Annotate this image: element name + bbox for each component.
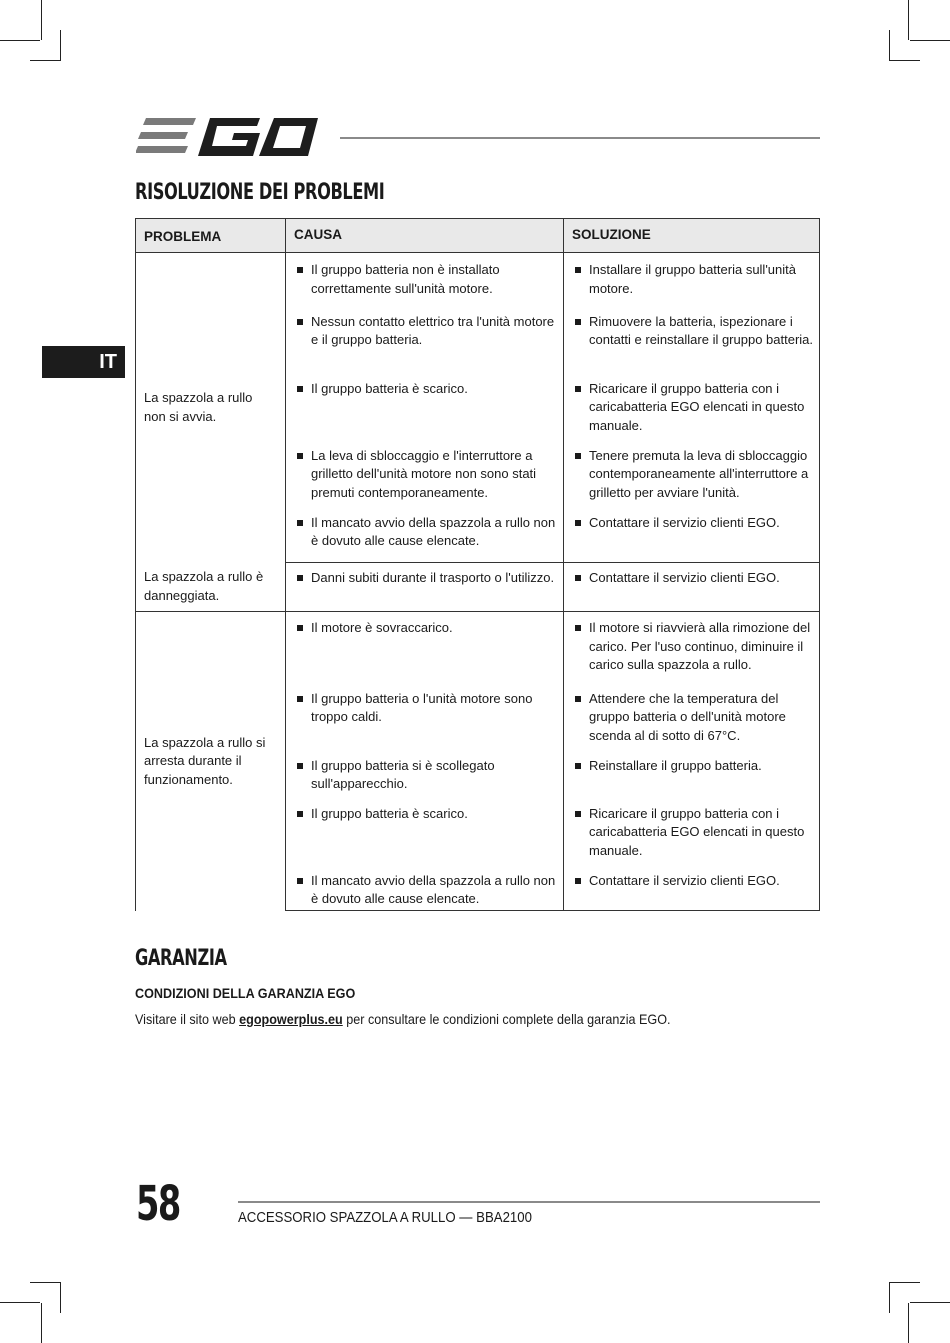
- cause-cell: [286, 253, 564, 302]
- cause-text: Il mancato avvio della spazzola a rullo non è dovuto alle cause elencate.: [296, 514, 557, 551]
- solution-cell: [564, 503, 820, 563]
- table-row: [136, 563, 820, 612]
- crop-mark: [41, 1303, 42, 1343]
- warranty-website-link[interactable]: egopowerplus.eu: [239, 1011, 343, 1027]
- solution-cell: [564, 861, 820, 911]
- solution-text: Ricaricare il gruppo batteria con i caricabatteria EGO elencati in questo manuale.: [574, 380, 813, 436]
- solution-cell: [564, 253, 820, 302]
- cause-text: Il gruppo batteria si è scollegato sull'apparecchio.: [296, 757, 557, 794]
- language-tab: IT: [42, 346, 125, 378]
- solution-cell: [564, 746, 820, 794]
- cause-text: Il mancato avvio della spazzola a rullo non è dovuto alle cause elencate.: [296, 872, 557, 909]
- crop-mark: [60, 30, 61, 61]
- problem-cell: La spazzola a rullo non si avvia.: [136, 253, 286, 563]
- troubleshooting-table: [135, 218, 820, 911]
- solution-cell: [564, 612, 820, 679]
- crop-mark: [30, 1282, 61, 1283]
- solution-text: Ricaricare il gruppo batteria con i caricabatteria EGO elencati in questo manuale.: [574, 805, 813, 861]
- cause-cell: [286, 563, 564, 612]
- solution-cell: [564, 563, 820, 612]
- cause-cell: [286, 746, 564, 794]
- column-header-problem: PROBLEMA: [136, 219, 286, 253]
- cause-cell: [286, 679, 564, 746]
- solution-cell: [564, 679, 820, 746]
- warranty-subtitle: CONDIZIONI DELLA GARANZIA EGO: [135, 985, 356, 1001]
- cause-cell: [286, 794, 564, 861]
- crop-mark: [0, 40, 40, 41]
- solution-cell: [564, 369, 820, 436]
- crop-mark: [889, 1282, 920, 1283]
- cause-text: Il gruppo batteria è scarico.: [296, 380, 557, 399]
- cause-cell: [286, 503, 564, 563]
- crop-mark: [889, 60, 920, 61]
- cause-text: Danni subiti durante il trasporto o l'utilizzo.: [296, 569, 557, 588]
- warranty-text: [135, 1011, 671, 1027]
- cause-text: Nessun contatto elettrico tra l'unità motore e il gruppo batteria.: [296, 313, 557, 350]
- solution-text: Il motore si riavvierà alla rimozione del carico. Per l'uso continuo, diminuire il carico sulla spazzola a rullo.: [574, 619, 813, 675]
- crop-mark: [889, 1282, 890, 1313]
- cause-text: Il motore è sovraccarico.: [296, 619, 557, 638]
- crop-mark: [30, 60, 61, 61]
- solution-text: Tenere premuta la leva di sbloccaggio contemporaneamente all'interruttore a grilletto per avviare l'unità.: [574, 447, 813, 503]
- cause-cell: [286, 302, 564, 369]
- cause-text: Il gruppo batteria non è installato correttamente sull'unità motore.: [296, 261, 557, 298]
- crop-mark: [910, 1302, 950, 1303]
- header-rule: [340, 137, 820, 139]
- solution-text: Installare il gruppo batteria sull'unità motore.: [574, 261, 813, 298]
- ego-logo: [136, 116, 322, 158]
- solution-cell: [564, 436, 820, 503]
- crop-mark: [41, 0, 42, 40]
- cause-cell: [286, 436, 564, 503]
- column-header-cause: CAUSA: [286, 219, 564, 253]
- solution-text: Contattare il servizio clienti EGO.: [574, 569, 813, 588]
- cause-cell: [286, 369, 564, 436]
- page-number: 58: [136, 1176, 180, 1232]
- warranty-text-after: per consultare le condizioni complete della garanzia EGO.: [342, 1011, 671, 1027]
- solution-cell: [564, 794, 820, 861]
- crop-mark: [889, 30, 890, 61]
- column-header-solution: SOLUZIONE: [564, 219, 820, 253]
- solution-text: Rimuovere la batteria, ispezionare i contatti e reinstallare il gruppo batteria.: [574, 313, 813, 350]
- table-header-row: [136, 219, 820, 253]
- solution-text: Attendere che la temperatura del gruppo batteria o dell'unità motore scenda al di sotto di 67°C.: [574, 690, 813, 746]
- problem-cell: La spazzola a rullo è danneggiata.: [136, 563, 286, 612]
- troubleshooting-title: RISOLUZIONE DEI PROBLEMI: [135, 180, 385, 205]
- cause-text: La leva di sbloccaggio e l'interruttore a grilletto dell'unità motore non sono stati premuti contemporaneamente.: [296, 447, 557, 503]
- cause-text: Il gruppo batteria o l'unità motore sono troppo caldi.: [296, 690, 557, 727]
- warranty-title: GARANZIA: [135, 946, 227, 971]
- crop-mark: [60, 1282, 61, 1313]
- crop-mark: [908, 0, 909, 40]
- footer-text: ACCESSORIO SPAZZOLA A RULLO — BBA2100: [238, 1209, 532, 1226]
- cause-cell: [286, 612, 564, 679]
- footer-rule: [238, 1201, 820, 1203]
- problem-cell: La spazzola a rullo si arresta durante il funzionamento.: [136, 612, 286, 911]
- solution-cell: [564, 302, 820, 369]
- crop-mark: [908, 1303, 909, 1343]
- cause-text: Il gruppo batteria è scarico.: [296, 805, 557, 824]
- solution-text: Contattare il servizio clienti EGO.: [574, 872, 813, 891]
- solution-text: Contattare il servizio clienti EGO.: [574, 514, 813, 533]
- warranty-text-before: Visitare il sito web: [135, 1011, 240, 1027]
- table-row: [136, 253, 820, 302]
- crop-mark: [0, 1302, 40, 1303]
- cause-cell: [286, 861, 564, 911]
- crop-mark: [910, 40, 950, 41]
- table-row: [136, 612, 820, 679]
- solution-text: Reinstallare il gruppo batteria.: [574, 757, 813, 776]
